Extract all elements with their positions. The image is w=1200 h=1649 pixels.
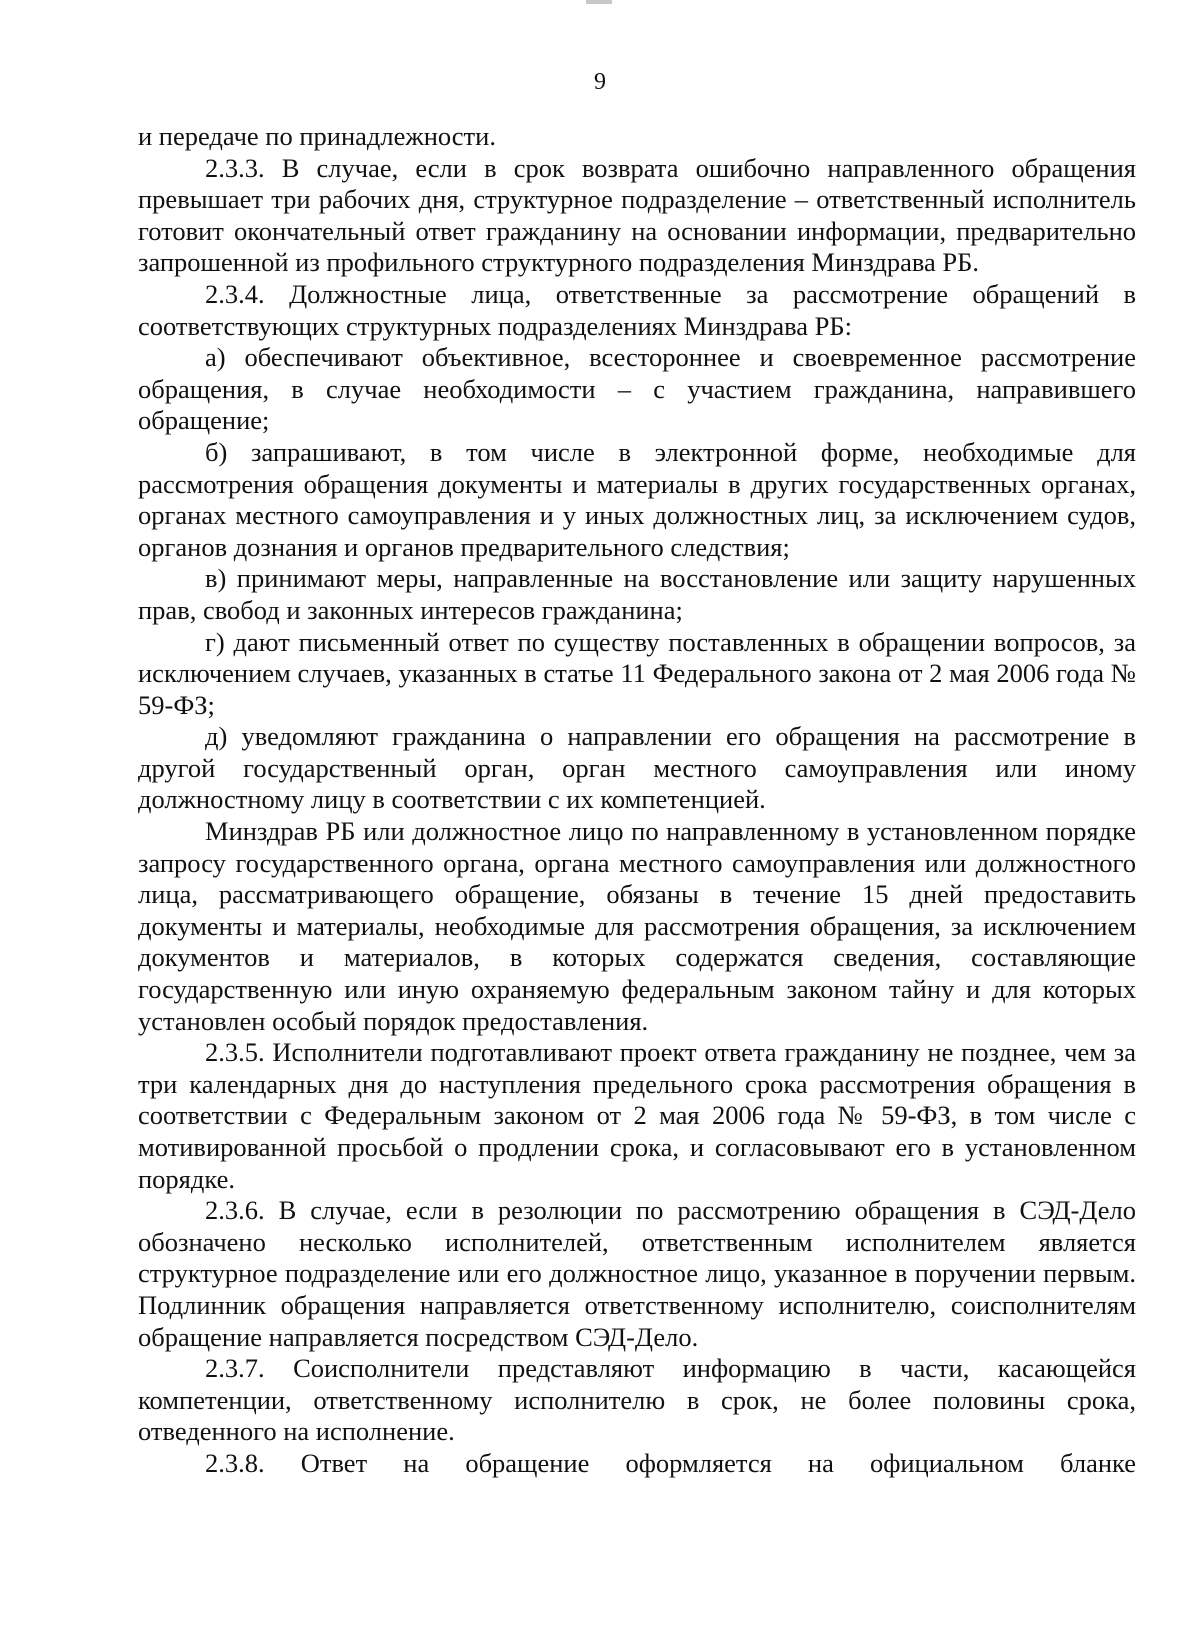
paragraph-2-3-4: 2.3.4. Должностные лица, ответственные за рассмотрение обращений в соответствующих структурных подразделениях Минздрава РБ:	[138, 278, 1136, 341]
paragraph-item-v: в) принимают меры, направленные на восстановление или защиту нарушенных прав, свобод и законных интересов гражданина;	[138, 563, 1136, 625]
paragraph-2-3-8: 2.3.8. Ответ на обращение оформляется на официальном бланке	[205, 1447, 1136, 1478]
page-number: 9	[594, 69, 606, 95]
paragraph-item-a: а) обеспечивают объективное, всестороннее и своевременное рассмотрение обращения, в случае необходимости – с участием гражданина, направившего обращение;	[138, 342, 1136, 436]
document-body	[138, 121, 1136, 1480]
paragraph-item-d: д) уведомляют гражданина о направлении его обращения на рассмотрение в другой государственный орган, орган местного самоуправления или иному должностному лицу в соответствии с их компетенцией.	[138, 721, 1136, 815]
paragraph-item-g: г) дают письменный ответ по существу поставленных в обращении вопросов, за исключением случаев, указанных в статье 11 Федерального закона от 2 мая 2006 года № 59-ФЗ;	[138, 626, 1136, 720]
paragraph-2-3-6: 2.3.6. В случае, если в резолюции по рассмотрению обращения в СЭД-Дело обозначено несколько исполнителей, ответственным исполнителем является структурное подразделение или его должностное лицо, указанное в поручении первым. Подлинник обращения направляется ответственному исполнителю, соисполнителям обращение направляется посредством СЭД-Дело.	[138, 1195, 1136, 1352]
paragraph-2-3-3: 2.3.3. В случае, если в срок возврата ошибочно направленного обращения превышает три рабочих дня, структурное подразделение – ответственный исполнитель готовит окончательный ответ гражданину на основании информации, предварительно запрошенной из профильного структурного подразделения Минздрава РБ.	[138, 152, 1136, 278]
paragraph-item-b: б) запрашивают, в том числе в электронной форме, необходимые для рассмотрения обращения документы и материалы в других государственных органах, органах местного самоуправления и у иных должностных лиц, за исключением судов, органов дознания и органов предварительного следствия;	[138, 436, 1136, 562]
paragraph-2-3-7: 2.3.7. Соисполнители представляют информацию в части, касающейся компетенции, ответственному исполнителю в срок, не более половины срока, отведенного на исполнение.	[138, 1353, 1136, 1447]
scan-artifact	[586, 0, 612, 4]
paragraph-minzdrav: Минздрав РБ или должностное лицо по направленному в установленном порядке запросу государственного органа, органа местного самоуправления или должностного лица, рассматривающего обращение, обязаны в течение 15 дней предоставить документы и материалы, необходимые для рассмотрения обращения, за исключением документов и материалов, в которых содержатся сведения, составляющие государственную или иную охраняемую федеральным законом тайну и для которых установлен особый порядок предоставления.	[138, 816, 1136, 1036]
paragraph-continuation: и передаче по принадлежности.	[138, 121, 496, 151]
paragraph-2-3-5: 2.3.5. Исполнители подготавливают проект ответа гражданину не позднее, чем за три календарных дня до наступления предельного срока рассмотрения обращения в соответствии с Федеральным законом от 2 мая 2006 года № 59-ФЗ, в том числе с мотивированной просьбой о продлении срока, и согласовывают его в установленном порядке.	[138, 1037, 1136, 1194]
